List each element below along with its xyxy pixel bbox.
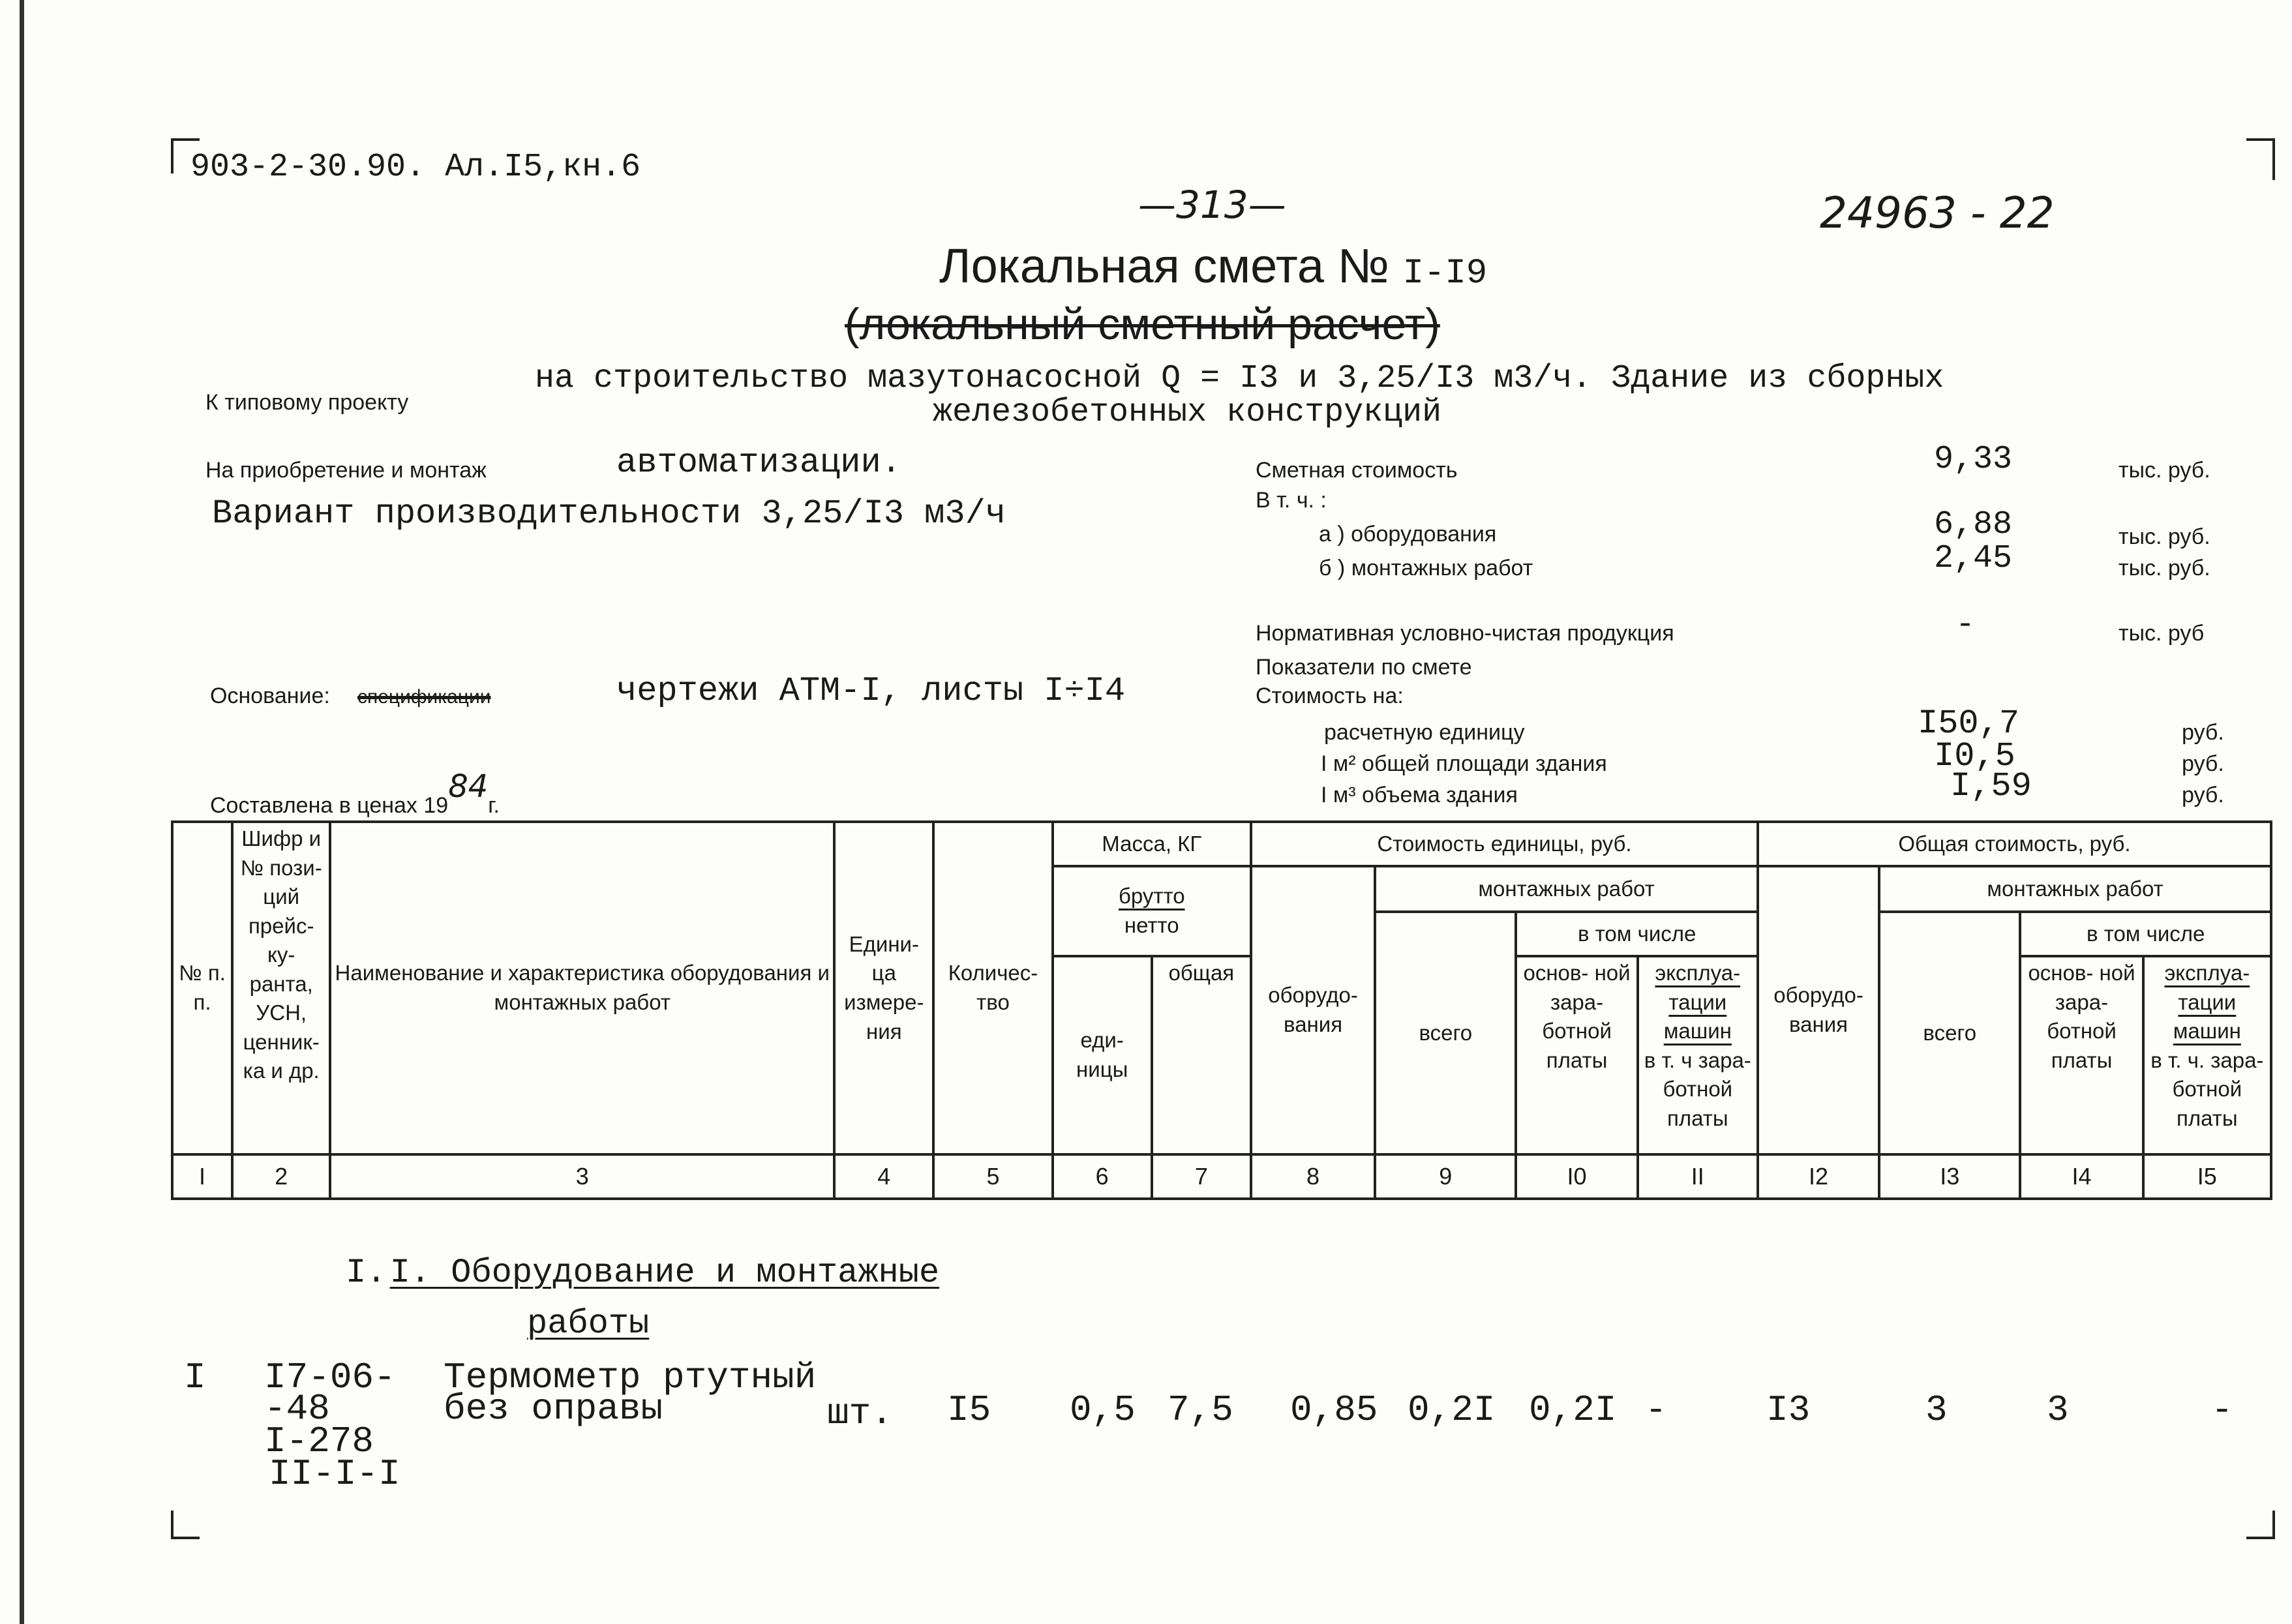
col-header-netto: нетто [1124, 913, 1179, 937]
area-label: I м² общей площади здания [1321, 751, 1607, 776]
row-total-machine: - [2211, 1389, 2233, 1431]
col-header-incl-unit: в том числе [1516, 912, 1757, 956]
purpose-value: автоматизации. [616, 444, 901, 482]
row-code-1: I7-06- [264, 1357, 396, 1398]
row-name-2: без оправы [444, 1388, 663, 1430]
col-number: I0 [1516, 1154, 1637, 1199]
row-no: I [184, 1357, 206, 1398]
project-label: К типовому проекту [205, 390, 409, 415]
col-number: I [172, 1154, 232, 1199]
indicators-label: Показатели по смете [1256, 655, 1472, 680]
project-text-line-2: железобетонных конструкций [933, 394, 1442, 431]
machine-total-label: эксплуа- тации машин [2164, 961, 2250, 1044]
estimated-cost-label: Сметная стоимость [1256, 458, 1458, 483]
col-number: 4 [834, 1154, 933, 1199]
col-number: II [1638, 1154, 1758, 1199]
estimate-number: I-I9 [1402, 254, 1488, 293]
estimated-cost-value: 9,33 [1934, 441, 2013, 478]
col-header-total-cost: Общая стоимость, руб. [1758, 822, 2271, 866]
col-header-equipment-total: оборудо- вания [1758, 866, 1879, 1154]
row-code-2: -48 [264, 1388, 330, 1430]
equipment-value: 6,88 [1934, 506, 2013, 543]
machine-unit-label: эксплуа- тации машин [1655, 961, 1741, 1044]
row-mass-unit: 0,5 [1070, 1389, 1136, 1431]
col-number: 9 [1375, 1154, 1516, 1199]
row-code-4: II-I-I [269, 1453, 400, 1495]
corner-mark-bottom-left [171, 1511, 200, 1539]
prices-label: Составлена в ценах 19 [210, 793, 449, 818]
col-number: I3 [1879, 1154, 2020, 1199]
corner-mark-top-right [2246, 138, 2275, 180]
col-header-mass-total: общая [1152, 956, 1251, 1154]
machine-unit-sub: в т. ч зара- ботной платы [1644, 1047, 1751, 1130]
area-value: I0,5 [1934, 737, 2015, 775]
calc-unit-value: I50,7 [1918, 704, 2020, 743]
column-numbers-row [172, 1154, 2271, 1199]
area-unit: руб. [2182, 751, 2224, 776]
cost-on-label: Стоимость на: [1256, 684, 1404, 708]
document-code: 903-2-30.90. Ал.I5,кн.6 [190, 149, 641, 186]
estimated-cost-unit: тыс. руб. [2119, 458, 2210, 483]
installation-value: 2,45 [1934, 540, 2013, 577]
col-number: I2 [1758, 1154, 1879, 1199]
row-wage: 0,2I [1529, 1389, 1617, 1431]
col-number: I5 [2143, 1154, 2271, 1199]
estimate-table-header [171, 820, 2272, 1200]
col-number: 5 [933, 1154, 1052, 1199]
col-number: 6 [1053, 1154, 1152, 1199]
row-install-total: 0,2I [1408, 1389, 1496, 1431]
calc-unit-unit: руб. [2182, 720, 2224, 745]
installation-label: б ) монтажных работ [1319, 556, 1533, 580]
volume-value: I,59 [1950, 767, 2032, 805]
normative-label: Нормативная условно-чистая продукция [1256, 621, 1674, 646]
row-equip-cost: 0,85 [1290, 1389, 1378, 1431]
normative-unit: тыс. руб [2119, 621, 2205, 646]
section-title [346, 1254, 939, 1292]
col-header-equipment-unit: оборудо- вания [1251, 866, 1375, 1154]
normative-value: - [1955, 607, 1976, 644]
page-title [939, 238, 1487, 293]
volume-unit: руб. [2182, 783, 2224, 807]
purpose-label: На приобретение и монтаж [205, 458, 487, 483]
subtitle-struck: (локальный сметный расчет) [845, 299, 1440, 349]
col-header-wage-unit: основ- ной зара- ботной платы [1516, 956, 1637, 1154]
corner-mark-bottom-right [2246, 1511, 2275, 1539]
prices-line [210, 768, 500, 820]
basis-struck: спецификации [357, 686, 491, 708]
col-header-brutto-netto [1053, 866, 1251, 956]
page-edge-line [20, 0, 24, 1624]
machine-total-sub: в т. ч. зара- ботной платы [2150, 1047, 2264, 1130]
row-mass-total: 7,5 [1168, 1389, 1233, 1431]
col-number: 7 [1152, 1154, 1251, 1199]
col-number: I4 [2020, 1154, 2143, 1199]
col-number: 3 [330, 1154, 834, 1199]
page-title-text: Локальная смета № [939, 239, 1389, 293]
row-name-1: Термометр ртутный [444, 1357, 817, 1398]
row-qty: I5 [947, 1389, 991, 1431]
row-code-3: I-278 [264, 1421, 374, 1462]
col-header-incl-total: в том числе [2020, 912, 2271, 956]
prices-year: 84 [448, 768, 489, 805]
installation-unit: тыс. руб. [2119, 556, 2210, 580]
col-header-unit: Едини- ца измере- ния [834, 822, 933, 1154]
col-number: 2 [232, 1154, 330, 1199]
variant-text: Вариант производительности 3,25/I3 м3/ч [212, 494, 1006, 533]
prices-suffix: г. [488, 793, 500, 818]
equipment-unit: тыс. руб. [2119, 524, 2210, 549]
page-number-value: 313 [1176, 183, 1248, 227]
handwritten-code: 24963 - 22 [1820, 188, 2055, 238]
col-header-no: № п. п. [172, 822, 232, 1154]
section-number: I. [346, 1254, 407, 1292]
col-header-mass-unit: еди- ницы [1053, 956, 1152, 1154]
row-unit: шт. [827, 1392, 893, 1434]
col-header-machine-unit [1638, 956, 1758, 1154]
col-header-install-unit: монтажных работ [1375, 866, 1758, 912]
row-total-equip: I3 [1766, 1389, 1811, 1431]
basis-value: чертежи АТМ-I, листы I÷I4 [616, 672, 1126, 710]
section-title-line-2: работы [527, 1304, 650, 1343]
col-header-code: Шифр и № пози- ций прейс- ку- ранта, УСН, ценник- ка и др. [232, 822, 330, 1154]
col-number: 8 [1251, 1154, 1375, 1199]
equipment-label: а ) оборудования [1319, 522, 1497, 547]
section-title-line-1: I. Оборудование и монтажные [389, 1254, 940, 1292]
col-header-mass: Масса, КГ [1053, 822, 1251, 866]
col-header-install-total: монтажных работ [1879, 866, 2271, 912]
page-number: —313— [1138, 183, 1286, 227]
row-total-wage: 3 [2047, 1389, 2069, 1431]
row-machine: - [1645, 1389, 1667, 1431]
basis-label: Основание: [210, 684, 330, 708]
col-header-qty: Количес- тво [933, 822, 1052, 1154]
col-header-all-unit: всего [1375, 912, 1516, 1154]
col-header-unit-cost: Стоимость единицы, руб. [1251, 822, 1758, 866]
including-label: В т. ч. : [1256, 488, 1327, 513]
col-header-wage-total: основ- ной зара- ботной платы [2020, 956, 2143, 1154]
project-text-line-1: на строительство мазутонасосной Q = I3 и 3,25/I3 м3/ч. Здание из сборных [535, 360, 1944, 397]
col-header-machine-total [2143, 956, 2271, 1154]
col-header-name: Наименование и характеристика оборудования и монтажных работ [330, 822, 834, 1154]
col-header-brutto: брутто [1118, 884, 1185, 909]
calc-unit-label: расчетную единицу [1324, 720, 1525, 745]
row-total-install: 3 [1925, 1389, 1948, 1431]
volume-label: I м³ объема здания [1321, 783, 1518, 807]
col-header-all-total: всего [1879, 912, 2020, 1154]
